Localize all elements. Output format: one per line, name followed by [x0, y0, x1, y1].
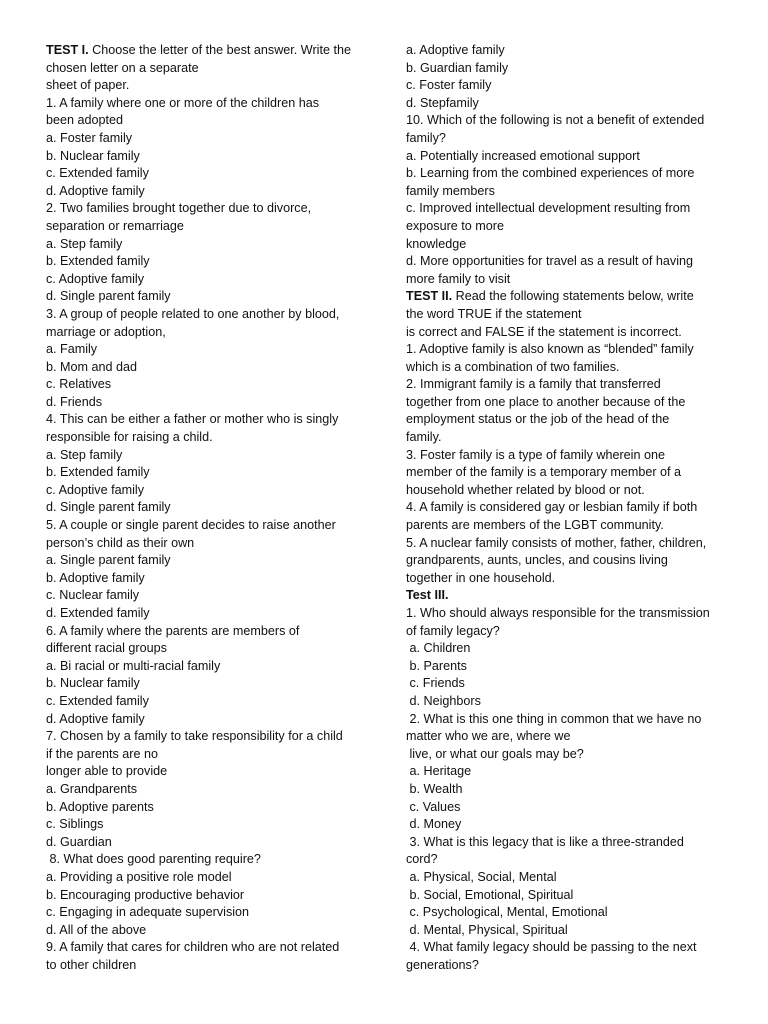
line-text: d. Friends — [46, 394, 102, 409]
text-line — [46, 834, 406, 852]
line-text: 9. A family that cares for children who are not related — [46, 940, 340, 955]
text-line — [46, 394, 406, 412]
text-line — [46, 60, 406, 78]
text-line — [406, 834, 728, 852]
line-text: Choose the letter of the best answer. Write the — [88, 43, 351, 57]
text-line — [46, 957, 406, 975]
line-text: 2. Two families brought together due to divorce, — [46, 201, 312, 216]
line-text: generations? — [406, 957, 479, 972]
line-text: d. Extended family — [46, 606, 150, 620]
line-text: a. Family — [46, 342, 98, 357]
text-line — [406, 499, 728, 517]
line-text: 3. A group of people related to one another by blood, — [46, 306, 340, 321]
line-text: to other children — [46, 957, 137, 972]
text-line — [406, 763, 728, 781]
text-line — [406, 640, 728, 658]
line-text: 8. What does good parenting require? — [46, 852, 261, 867]
text-line — [406, 148, 728, 166]
text-line — [406, 799, 728, 817]
text-line — [46, 746, 406, 764]
text-line — [46, 939, 406, 957]
line-text: 1. Adoptive family is also known as “blended” family — [406, 342, 694, 357]
text-line — [406, 605, 728, 623]
line-text: 1. A family where one or more of the children has — [46, 95, 320, 110]
line-text: b. Mom and dad — [46, 359, 138, 374]
line-text: c. Adoptive family — [46, 271, 144, 286]
line-text: b. Nuclear family — [46, 676, 140, 691]
text-line — [46, 482, 406, 500]
text-line — [46, 112, 406, 130]
text-line — [46, 376, 406, 394]
text-line — [46, 165, 406, 183]
line-text: a. Foster family — [46, 130, 133, 145]
text-line — [406, 200, 728, 218]
line-text: d. More opportunities for travel as a result of having — [406, 254, 694, 269]
text-line — [46, 728, 406, 746]
line-text: been adopted — [46, 113, 124, 128]
text-line — [46, 306, 406, 324]
line-text: c. Extended family — [46, 693, 149, 708]
text-line — [406, 675, 728, 693]
line-text: d. Adoptive family — [46, 183, 145, 198]
line-text: which is a combination of two families. — [406, 359, 620, 374]
text-line — [406, 112, 728, 130]
line-text: 5. A couple or single parent decides to raise another — [46, 518, 336, 533]
line-text: a. Children — [406, 641, 471, 656]
text-line — [406, 482, 728, 500]
line-text: the word TRUE if the statement — [406, 306, 582, 321]
line-text: c. Relatives — [46, 377, 112, 392]
line-text: d. Mental, Physical, Spiritual — [406, 922, 568, 937]
line-text: d. Single parent family — [46, 500, 171, 515]
text-line — [46, 693, 406, 711]
section-heading: TEST I. — [46, 43, 89, 57]
text-line — [46, 763, 406, 781]
text-line — [46, 411, 406, 429]
text-line — [406, 77, 728, 95]
text-line — [406, 253, 728, 271]
line-text: Read the following statements below, write — [452, 289, 694, 304]
text-line — [46, 42, 406, 60]
line-text: grandparents, aunts, uncles, and cousins living — [406, 553, 668, 568]
text-line — [406, 570, 728, 588]
line-text: 2. What is this one thing in common that we have no — [406, 711, 702, 726]
line-text: more family to visit — [406, 271, 511, 286]
text-line — [406, 922, 728, 940]
text-line — [406, 341, 728, 359]
line-text: d. Neighbors — [406, 693, 481, 708]
text-line — [406, 517, 728, 535]
text-line — [406, 218, 728, 236]
text-line — [46, 799, 406, 817]
line-text: b. Extended family — [46, 465, 150, 480]
text-line — [46, 904, 406, 922]
line-text: c. Adoptive family — [46, 482, 144, 497]
two-column-layout — [46, 42, 728, 974]
text-line — [46, 236, 406, 254]
line-text: c. Friends — [406, 676, 465, 691]
line-text: of family legacy? — [406, 623, 500, 638]
line-text: 4. What family legacy should be passing to the next — [406, 940, 697, 955]
line-text: c. Psychological, Mental, Emotional — [406, 905, 608, 920]
line-text: c. Values — [406, 799, 461, 814]
line-text: parents are members of the LGBT community. — [406, 518, 664, 533]
text-line — [46, 130, 406, 148]
text-line — [46, 887, 406, 905]
section-heading: Test III. — [406, 588, 449, 603]
line-text: if the parents are no — [46, 746, 159, 761]
line-text: 4. This can be either a father or mother who is singly — [46, 412, 339, 427]
line-text: 4. A family is considered gay or lesbian family if both — [406, 500, 698, 515]
text-line — [406, 957, 728, 975]
text-line — [46, 183, 406, 201]
line-text: person’s child as their own — [46, 535, 195, 550]
text-line — [406, 939, 728, 957]
text-line — [406, 851, 728, 869]
line-text: 1. Who should always responsible for the transmission — [406, 606, 710, 620]
line-text: 7. Chosen by a family to take responsibility for a child — [46, 729, 343, 744]
text-line — [46, 148, 406, 166]
line-text: 3. What is this legacy that is like a three-stranded — [406, 834, 684, 849]
text-line — [406, 887, 728, 905]
text-line — [46, 922, 406, 940]
line-text: matter who we are, where we — [406, 729, 571, 744]
text-line — [406, 376, 728, 394]
section-heading: TEST II. — [406, 289, 453, 304]
line-text: family members — [406, 183, 495, 198]
text-line — [406, 904, 728, 922]
line-text: d. Adoptive family — [46, 711, 145, 726]
line-text: c. Nuclear family — [46, 588, 140, 603]
text-line — [46, 535, 406, 553]
line-text: cord? — [406, 852, 438, 867]
text-line — [406, 781, 728, 799]
text-line — [406, 236, 728, 254]
line-text: b. Parents — [406, 658, 467, 673]
line-text: b. Guardian family — [406, 60, 509, 75]
line-text: household whether related by blood or not. — [406, 482, 645, 497]
text-line — [406, 552, 728, 570]
text-line — [406, 271, 728, 289]
text-line — [406, 587, 728, 605]
line-text: b. Encouraging productive behavior — [46, 887, 245, 902]
line-text: c. Siblings — [46, 817, 104, 832]
text-line — [46, 499, 406, 517]
line-text: c. Improved intellectual development resulting from — [406, 201, 691, 216]
text-line — [406, 711, 728, 729]
text-line — [406, 728, 728, 746]
text-line — [406, 816, 728, 834]
text-line — [46, 271, 406, 289]
text-line — [406, 535, 728, 553]
text-line — [406, 746, 728, 764]
text-line — [46, 781, 406, 799]
text-line — [406, 658, 728, 676]
text-line — [406, 869, 728, 887]
line-text: a. Bi racial or multi-racial family — [46, 658, 221, 673]
text-line — [46, 711, 406, 729]
line-text: knowledge — [406, 236, 467, 251]
text-line — [46, 253, 406, 271]
text-line — [406, 464, 728, 482]
line-text: live, or what our goals may be? — [406, 746, 584, 761]
line-text: family? — [406, 130, 446, 145]
text-line — [46, 447, 406, 465]
text-line — [46, 324, 406, 342]
text-line — [406, 95, 728, 113]
text-line — [46, 95, 406, 113]
line-text: c. Foster family — [406, 78, 492, 93]
text-line — [406, 288, 728, 306]
text-line — [46, 675, 406, 693]
line-text: chosen letter on a separate — [46, 60, 199, 75]
text-line — [46, 359, 406, 377]
text-line — [406, 60, 728, 78]
text-line — [46, 517, 406, 535]
text-line — [406, 165, 728, 183]
text-line — [46, 587, 406, 605]
text-line — [46, 552, 406, 570]
text-line — [46, 200, 406, 218]
text-line — [46, 605, 406, 623]
text-line — [46, 288, 406, 306]
text-line — [46, 623, 406, 641]
line-text: a. Step family — [46, 236, 123, 251]
line-text: a. Adoptive family — [406, 43, 505, 57]
line-text: b. Social, Emotional, Spiritual — [406, 887, 574, 902]
line-text: b. Wealth — [406, 781, 463, 796]
line-text: a. Potentially increased emotional support — [406, 148, 640, 163]
line-text: is correct and FALSE if the statement is incorrect. — [406, 324, 682, 339]
line-text: d. Single parent family — [46, 289, 171, 304]
text-line — [46, 869, 406, 887]
line-text: longer able to provide — [46, 764, 168, 779]
text-line — [46, 658, 406, 676]
line-text: 3. Foster family is a type of family wherein one — [406, 447, 665, 462]
line-text: b. Nuclear family — [46, 148, 140, 163]
line-text: b. Learning from the combined experiences of more — [406, 166, 695, 181]
line-text: family. — [406, 430, 442, 445]
text-line — [406, 411, 728, 429]
text-line — [46, 77, 406, 95]
line-text: d. Guardian — [46, 834, 112, 849]
text-line — [46, 464, 406, 482]
line-text: a. Providing a positive role model — [46, 869, 232, 884]
line-text: b. Adoptive parents — [46, 799, 154, 814]
line-text: a. Single parent family — [46, 553, 171, 568]
line-text: exposure to more — [406, 218, 505, 233]
line-text: a. Heritage — [406, 764, 472, 779]
line-text: 6. A family where the parents are members of — [46, 623, 300, 638]
line-text: b. Adoptive family — [46, 570, 145, 585]
line-text: together in one household. — [406, 570, 556, 585]
line-text: b. Extended family — [46, 254, 150, 269]
line-text: c. Extended family — [46, 166, 149, 181]
text-line — [46, 851, 406, 869]
text-line — [46, 341, 406, 359]
line-text: d. Money — [406, 817, 462, 832]
line-text: responsible for raising a child. — [46, 430, 213, 445]
line-text: 10. Which of the following is not a benefit of extended — [406, 113, 705, 128]
line-text: sheet of paper. — [46, 78, 130, 93]
text-line — [406, 183, 728, 201]
text-line — [46, 640, 406, 658]
line-text: 2. Immigrant family is a family that transferred — [406, 377, 661, 392]
line-text: c. Engaging in adequate supervision — [46, 905, 250, 920]
text-line — [406, 429, 728, 447]
text-line — [46, 570, 406, 588]
left-column — [46, 42, 406, 974]
text-line — [46, 816, 406, 834]
line-text: marriage or adoption, — [46, 324, 166, 339]
text-line — [46, 429, 406, 447]
line-text: together from one place to another because of the — [406, 394, 686, 409]
text-line — [406, 324, 728, 342]
line-text: separation or remarriage — [46, 218, 184, 233]
line-text: different racial groups — [46, 641, 167, 656]
text-line — [406, 394, 728, 412]
line-text: a. Grandparents — [46, 781, 138, 796]
line-text: a. Physical, Social, Mental — [406, 869, 557, 884]
text-line — [406, 447, 728, 465]
text-line — [406, 359, 728, 377]
text-line — [406, 42, 728, 60]
text-line — [406, 693, 728, 711]
text-line — [406, 623, 728, 641]
line-text: 5. A nuclear family consists of mother, father, children, — [406, 535, 707, 550]
text-line — [406, 130, 728, 148]
text-line — [406, 306, 728, 324]
line-text: employment status or the job of the head of the — [406, 412, 670, 427]
text-line — [46, 218, 406, 236]
line-text: a. Step family — [46, 447, 123, 462]
line-text: d. Stepfamily — [406, 95, 479, 110]
line-text: member of the family is a temporary member of a — [406, 465, 682, 480]
right-column — [406, 42, 728, 974]
line-text: d. All of the above — [46, 922, 147, 937]
